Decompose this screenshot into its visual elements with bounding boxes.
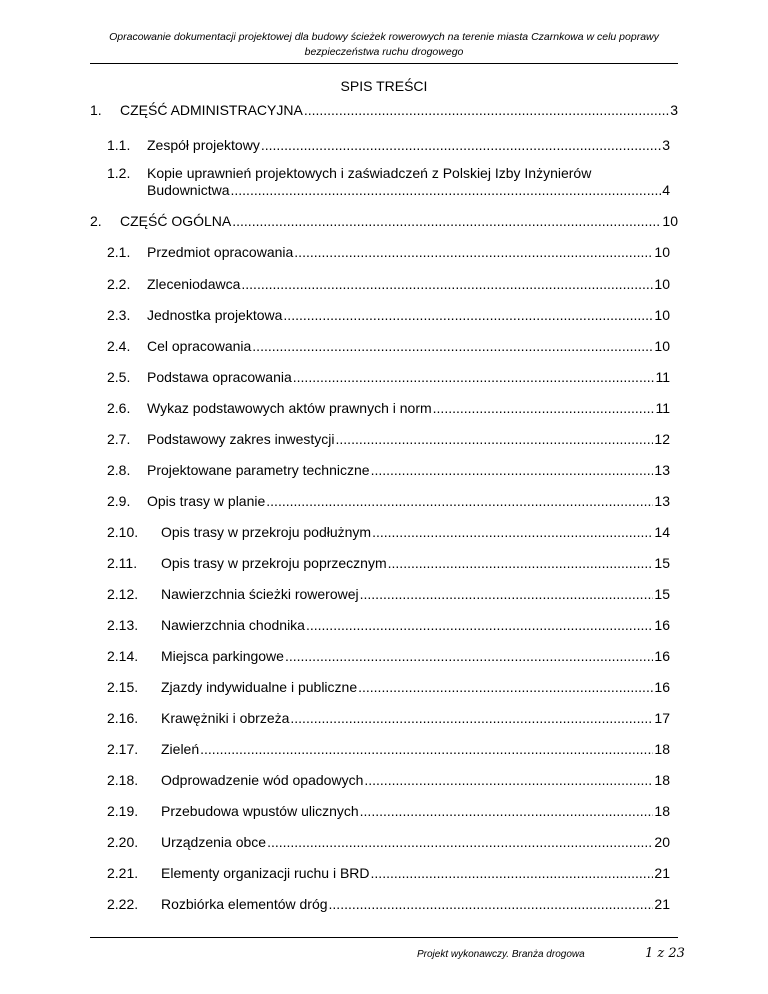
toc-entry-page: 10 xyxy=(662,213,678,229)
dot-leader xyxy=(200,741,653,758)
toc-entry-page: 11 xyxy=(655,400,670,416)
toc-entry-page: 10 xyxy=(654,307,670,323)
toc-entry[interactable] xyxy=(107,369,670,386)
toc-entry-number: 2.21. xyxy=(107,865,139,881)
toc-entry[interactable] xyxy=(107,493,670,510)
toc-entry-title: Opis trasy w planie xyxy=(147,493,266,509)
toc-entry-number: 2.3. xyxy=(107,307,131,323)
toc-entry-number: 2.10. xyxy=(107,524,139,540)
toc-entry-title: Urządzenia obce xyxy=(161,834,267,850)
toc-entry[interactable] xyxy=(107,679,670,696)
toc-entry-title-continued: Budownictwa xyxy=(147,182,230,198)
toc-entry-page: 18 xyxy=(654,772,670,788)
toc-entry[interactable] xyxy=(90,213,678,230)
dot-leader xyxy=(360,586,654,603)
dot-leader xyxy=(252,338,653,355)
toc-entry-page: 14 xyxy=(654,524,670,540)
dot-leader xyxy=(267,834,653,851)
toc-entry[interactable] xyxy=(107,165,670,199)
toc-entry-page: 16 xyxy=(654,679,670,695)
toc-entry-title: Opis trasy w przekroju poprzecznym xyxy=(161,555,387,571)
toc-entry-page: 3 xyxy=(670,102,678,118)
toc-entry[interactable] xyxy=(107,462,670,479)
dot-leader xyxy=(261,137,661,154)
toc-entry-page: 21 xyxy=(654,865,670,881)
toc-entry-title: Przedmiot opracowania xyxy=(147,244,294,260)
toc-entry-title: Zjazdy indywidualne i publiczne xyxy=(161,679,358,695)
toc-entry-title: Nawierzchnia chodnika xyxy=(161,617,305,633)
toc-entry-title: Krawężniki i obrzeża xyxy=(161,710,290,726)
toc-entry-number: 2.2. xyxy=(107,276,131,292)
toc-entry-number: 2.15. xyxy=(107,679,139,695)
toc-entry-title: Miejsca parkingowe xyxy=(161,648,284,664)
toc-entry[interactable] xyxy=(107,803,670,820)
footer-divider xyxy=(90,937,678,938)
toc-entry[interactable] xyxy=(107,431,670,448)
toc-entry[interactable] xyxy=(107,307,670,324)
toc-entry-number: 2.17. xyxy=(107,741,139,757)
toc-entry-page: 12 xyxy=(654,431,670,447)
toc-entry-page: 11 xyxy=(655,369,670,385)
toc-entry-title: Wykaz podstawowych aktów prawnych i norm xyxy=(147,400,432,416)
header-line-2: bezpieczeństwa ruchu drogowego xyxy=(304,46,464,58)
dot-leader xyxy=(388,555,654,572)
toc-entry-number: 2.7. xyxy=(107,431,131,447)
toc-entry-number: 2.4. xyxy=(107,338,131,354)
toc-entry[interactable] xyxy=(107,400,670,417)
toc-entry-number: 2.12. xyxy=(107,586,139,602)
toc-entry-page: 17 xyxy=(654,710,670,726)
toc-entry-page: 15 xyxy=(654,586,670,602)
dot-leader xyxy=(231,182,662,199)
toc-entry-page: 10 xyxy=(654,338,670,354)
toc-entry-title: Kopie uprawnień projektowych i zaświadczeń z Polskiej Izby Inżynierów xyxy=(147,165,592,181)
dot-leader xyxy=(232,213,661,230)
toc-entry-number: 2.11. xyxy=(107,555,138,571)
dot-leader xyxy=(306,617,653,634)
dot-leader xyxy=(358,679,653,696)
toc-entry-number: 2.13. xyxy=(107,617,139,633)
dot-leader xyxy=(372,524,653,541)
toc-entry-number: 2.14. xyxy=(107,648,139,664)
toc-entry-title: Zieleń xyxy=(161,741,200,757)
toc-entry-page: 20 xyxy=(654,834,670,850)
toc-entry-title: Elementy organizacji ruchu i BRD xyxy=(161,865,370,881)
toc-entry-page: 4 xyxy=(662,182,670,198)
toc-entry[interactable] xyxy=(107,834,670,851)
toc-entry-number: 2.8. xyxy=(107,462,131,478)
toc-entry-title: Przebudowa wpustów ulicznych xyxy=(161,803,359,819)
toc-entry-number: 2. xyxy=(90,213,102,229)
dot-leader xyxy=(371,462,654,479)
dot-leader xyxy=(293,369,655,386)
toc-entry-number: 1.2. xyxy=(107,165,131,181)
toc-entry-title: Rozbiórka elementów dróg xyxy=(161,896,328,912)
toc-entry-page: 16 xyxy=(654,648,670,664)
dot-leader xyxy=(266,493,653,510)
dot-leader xyxy=(329,896,654,913)
toc-entry-title: Opis trasy w przekroju podłużnym xyxy=(161,524,372,540)
toc-entry[interactable] xyxy=(107,772,670,789)
toc-entry-page: 13 xyxy=(654,462,670,478)
toc-entry-number: 2.20. xyxy=(107,834,139,850)
toc-entry[interactable] xyxy=(107,710,670,727)
dot-leader xyxy=(285,648,653,665)
toc-entry[interactable] xyxy=(107,896,670,913)
toc-entry-page: 21 xyxy=(654,896,670,912)
toc-entry-page: 3 xyxy=(662,137,670,153)
toc-entry-number: 1.1. xyxy=(107,137,131,153)
toc-entry-title: Zespół projektowy xyxy=(147,137,260,153)
dot-leader xyxy=(290,710,653,727)
toc-entry-title: CZĘŚĆ ADMINISTRACYJNA xyxy=(120,102,303,118)
toc-entry-number: 2.5. xyxy=(107,369,131,385)
toc-entry-title: Nawierzchnia ścieżki rowerowej xyxy=(161,586,359,602)
toc-entry[interactable] xyxy=(107,276,670,293)
dot-leader xyxy=(360,803,654,820)
toc-entry[interactable] xyxy=(107,617,670,634)
toc-entry-number: 2.19. xyxy=(107,803,139,819)
toc-entry-page: 15 xyxy=(654,555,670,571)
toc-entry-title: CZĘŚĆ OGÓLNA xyxy=(120,213,232,229)
footer-label: Projekt wykonawczy. Branża drogowa xyxy=(417,949,585,960)
dot-leader xyxy=(364,772,653,789)
header-line-1: Opracowanie dokumentacji projektowej dla budowy ścieżek rowerowych na terenie miasta Czarnkowa w celu poprawy xyxy=(109,31,659,43)
toc-entry[interactable] xyxy=(107,586,670,603)
toc-entry-page: 16 xyxy=(654,617,670,633)
toc-entry-page: 18 xyxy=(654,741,670,757)
toc-entry-page: 10 xyxy=(654,244,670,260)
toc-entry-title: Podstawowy zakres inwestycji xyxy=(147,431,335,447)
page-header xyxy=(90,30,678,60)
toc-entry-page: 10 xyxy=(654,276,670,292)
toc-entry-number: 2.18. xyxy=(107,772,139,788)
toc-entry-number: 2.1. xyxy=(107,244,131,260)
toc-entry[interactable] xyxy=(107,865,670,882)
dot-leader xyxy=(304,102,669,119)
toc-entry[interactable] xyxy=(107,338,670,355)
toc-entry-title: Cel opracowania xyxy=(147,338,252,354)
toc-entry[interactable] xyxy=(107,244,670,261)
toc-entry[interactable] xyxy=(90,102,678,119)
toc-entry[interactable] xyxy=(107,524,670,541)
header-divider xyxy=(90,63,678,64)
dot-leader xyxy=(433,400,655,417)
dot-leader xyxy=(241,276,653,293)
toc-entry-number: 2.16. xyxy=(107,710,139,726)
dot-leader xyxy=(371,865,654,882)
toc-entry-number: 2.22. xyxy=(107,896,139,912)
toc-entry-number: 1. xyxy=(90,102,102,118)
footer-page-number: 1 z 23 xyxy=(645,946,685,961)
toc-entry-number: 2.9. xyxy=(107,493,131,509)
toc-entry-title: Zleceniodawca xyxy=(147,276,241,292)
toc-entry-title: Jednostka projektowa xyxy=(147,307,283,323)
toc-entry-page: 18 xyxy=(654,803,670,819)
toc-title: SPIS TREŚCI xyxy=(340,78,428,94)
dot-leader xyxy=(336,431,654,448)
dot-leader xyxy=(283,307,653,324)
toc-entry[interactable] xyxy=(107,137,670,154)
toc-entry-number: 2.6. xyxy=(107,400,131,416)
dot-leader xyxy=(294,244,653,261)
toc-entry-title: Projektowane parametry techniczne xyxy=(147,462,370,478)
toc-entry[interactable] xyxy=(107,555,670,572)
toc-entry-title: Odprowadzenie wód opadowych xyxy=(161,772,364,788)
toc-entry[interactable] xyxy=(107,741,670,758)
toc-entry-page: 13 xyxy=(654,493,670,509)
toc-entry-title: Podstawa opracowania xyxy=(147,369,292,385)
toc-entry[interactable] xyxy=(107,648,670,665)
